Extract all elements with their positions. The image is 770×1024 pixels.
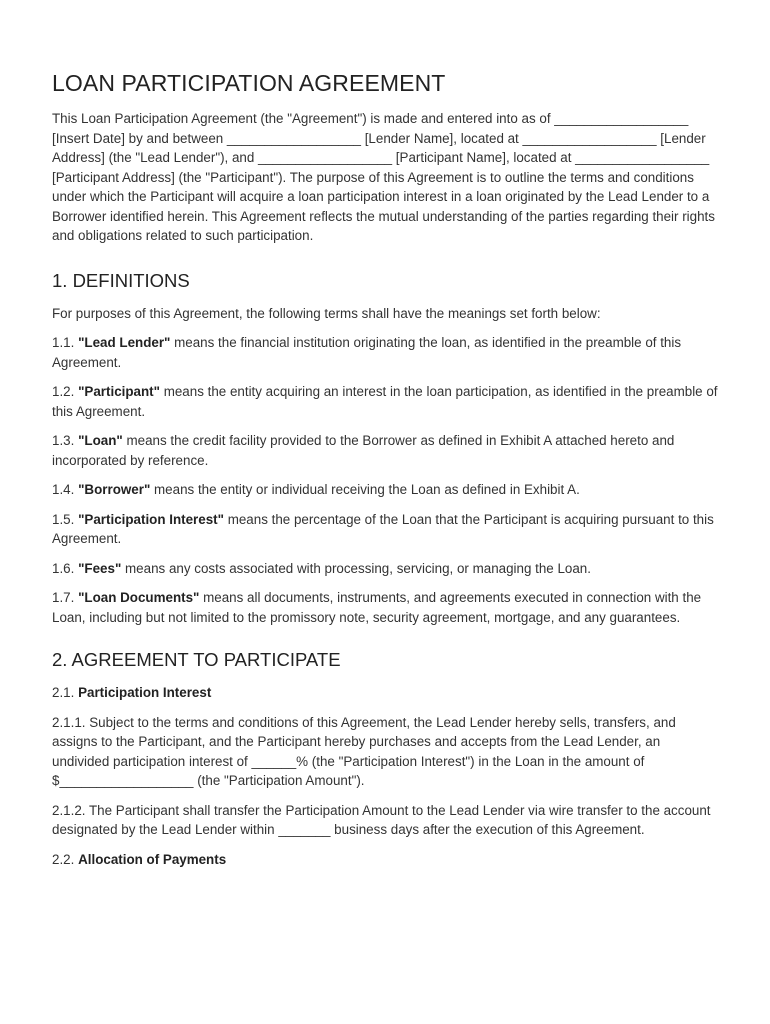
- subsection-heading-allocation-of-payments: [52, 850, 720, 870]
- subsection-number: 2.1.: [52, 685, 75, 700]
- definition-number: 1.3.: [52, 433, 75, 448]
- subsection-title: Participation Interest: [78, 685, 212, 700]
- definition-text: means the financial institution originating the loan, as identified in the preamble of this Agreement.: [52, 335, 682, 370]
- definition-item: [52, 510, 720, 549]
- definition-term: "Loan Documents": [78, 590, 200, 605]
- subsection-title: Allocation of Payments: [78, 851, 227, 867]
- clause-2-1-2: 2.1.2. The Participant shall transfer the Participation Amount to the Lead Lender via wire transfer to the account designated by the Lead Lender within _______ business days after the execution of this Agreement.: [52, 802, 711, 837]
- subsection-heading-participation-interest: [52, 683, 720, 703]
- definition-term: "Borrower": [78, 482, 151, 497]
- definition-item: [52, 431, 720, 470]
- definition-text: means the entity acquiring an interest in the loan participation, as identified in the preamble of this Agreement.: [52, 384, 718, 419]
- definition-number: 1.7.: [52, 590, 75, 605]
- definitions-lead-in: For purposes of this Agreement, the following terms shall have the meanings set forth below:: [52, 305, 601, 321]
- definition-item: [52, 333, 720, 372]
- subsection-number: 2.2.: [52, 851, 75, 867]
- definition-term: "Participation Interest": [78, 511, 224, 527]
- definition-item: [52, 480, 720, 500]
- definition-text: means the percentage of the Loan that the Participant is acquiring pursuant to this Agreement.: [52, 511, 714, 546]
- clause-2-1-1: 2.1.1. Subject to the terms and conditions of this Agreement, the Lead Lender hereby sells, transfers, and assigns to the Participant, and the Participant hereby purchases and accepts from the Lead Lender, an undivided participation interest of ______% (the "Participation Interest") in the Loan in the amount of $__________________ (the "Participation Amount").: [52, 714, 676, 788]
- definition-text: means all documents, instruments, and agreements executed in connection with the Loan, including but not limited to the promissory note, security agreement, mortgage, and any guarantees.: [52, 590, 702, 625]
- definition-term: "Participant": [78, 384, 160, 399]
- definition-item: [52, 588, 720, 627]
- definition-item: [52, 382, 720, 421]
- definition-term: "Lead Lender": [78, 335, 171, 350]
- definition-term: "Loan": [78, 433, 123, 448]
- document-title: LOAN PARTICIPATION AGREEMENT: [52, 70, 446, 96]
- definition-number: 1.5.: [52, 511, 75, 527]
- definition-text: means any costs associated with processing, servicing, or managing the Loan.: [121, 560, 591, 576]
- definition-text: means the credit facility provided to the Borrower as defined in Exhibit A attached hereto and incorporated by reference.: [52, 433, 675, 468]
- definition-term: "Fees": [78, 560, 122, 576]
- definition-number: 1.1.: [52, 335, 75, 350]
- definition-number: 1.4.: [52, 482, 75, 497]
- definition-number: 1.6.: [52, 560, 75, 576]
- definition-number: 1.2.: [52, 384, 75, 399]
- section-heading-agreement-to-participate: 2. AGREEMENT TO PARTICIPATE: [52, 649, 341, 670]
- definition-text: means the entity or individual receiving the Loan as defined in Exhibit A.: [150, 482, 580, 497]
- definition-item: [52, 559, 720, 579]
- section-heading-definitions: 1. DEFINITIONS: [52, 269, 190, 291]
- intro-paragraph: This Loan Participation Agreement (the "Agreement") is made and entered into as of __________________ [Insert Date] by and between __________________ [Lender Name], located at __________________ [Lender Address] (the "Lead Lender"), and __________________ [Participant Name], located at __________________ [Participant Address] (the "Participant"). The purpose of this Agreement is to outline the terms and conditions under which the Participant will acquire a loan participation interest in a loan originated by the Lead Lender to a Borrower identified herein. This Agreement reflects the mutual understanding of the parties regarding their rights and obligations related to such participation.: [52, 111, 715, 243]
- document-page: [52, 70, 720, 879]
